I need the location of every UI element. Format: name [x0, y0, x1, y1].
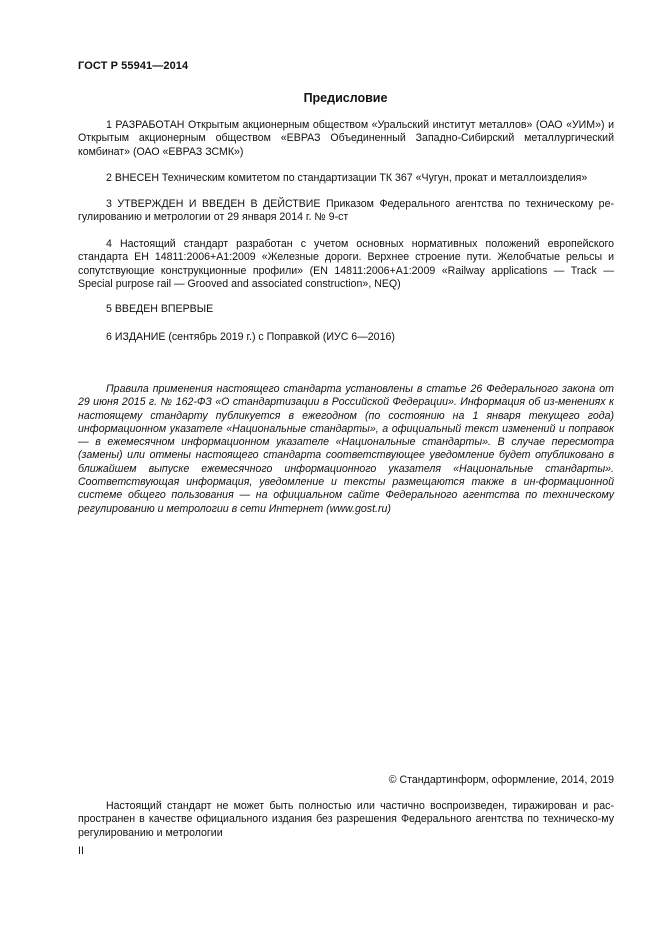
preface-item-5: 5 ВВЕДЕН ВПЕРВЫЕ	[106, 303, 214, 315]
reproduction-notice: Настоящий стандарт не может быть полностью или частично воспроизведен, тиражирован и рас-пространен в качестве официального издания без разрешения Федерального агентства по техническо-му регулированию и метрологии	[78, 800, 614, 839]
preface-item-2: 2 ВНЕСЕН Техническим комитетом по стандартизации ТК 367 «Чугун, прокат и металлоизделия»	[106, 172, 588, 184]
preface-item-6: 6 ИЗДАНИЕ (сентябрь 2019 г.) с Поправкой (ИУС 6—2016)	[106, 331, 395, 343]
page-title: Предисловие	[303, 91, 388, 105]
copyright-line: © Стандартинформ, оформление, 2014, 2019	[388, 774, 614, 786]
document-code: ГОСТ Р 55941—2014	[78, 60, 189, 72]
page-number: II	[78, 845, 84, 857]
preface-item-4: 4 Настоящий стандарт разработан с учетом основных нормативных положений европейского стандарта ЕН 14811:2006+А1:2009 «Железные дороги. Верхнее строение пути. Желобчатые рельсы и сопутствующие конструкционные профили» (EN 14811:2006+A1:2009 «Railway applications — Track — Special purpose rail — Grooved and associated construction», NEQ)	[78, 238, 614, 290]
preface-item-3: 3 УТВЕРЖДЕН И ВВЕДЕН В ДЕЙСТВИЕ Приказом Федерального агентства по техническому ре-гулированию и метрологии от 29 января 2014 г. № 9-ст	[78, 198, 614, 224]
preface-item-1: 1 РАЗРАБОТАН Открытым акционерным обществом «Уральский институт металлов» (ОАО «УИМ») и Открытым акционерным обществом «ЕВРАЗ Объединенный Западно-Сибирский металлургический комбинат» (ОАО «ЕВРАЗ ЗСМК»)	[78, 119, 614, 158]
legal-note: Правила применения настоящего стандарта установлены в статье 26 Федерального закона от 29 июня 2015 г. № 162-ФЗ «О стандартизации в Российской Федерации». Информация об из-менениях к настоящему стандарту публикуется в ежегодном (по состоянию на 1 января текущего года) информационном указателе «Национальные стандарты», а официальный текст изменений и поправок — в ежемесячном информационном указателе «Национальные стандарты». В случае пересмотра (замены) или отмены настоящего стандарта соответствующее уведомление будет опубликовано в ближайшем выпуске ежемесячного информационного указателя «Национальные стандарты». Соответствующая информация, уведомление и тексты размещаются также в ин-формационной системе общего пользования — на официальном сайте Федерального агентства по техническому регулированию и метрологии в сети Интернет (www.gost.ru)	[78, 383, 614, 515]
